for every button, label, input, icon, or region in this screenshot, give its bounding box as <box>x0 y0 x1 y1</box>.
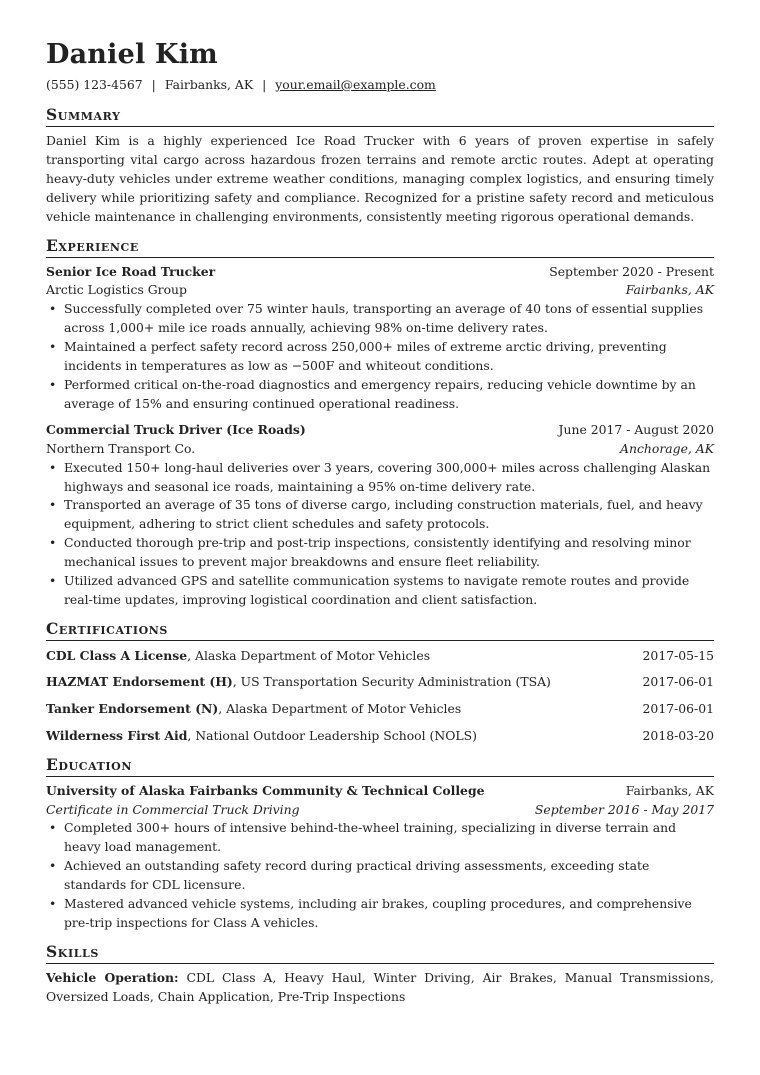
job-entry <box>46 421 714 610</box>
contact-separator: | <box>151 77 156 92</box>
certification-date: 2017-05-15 <box>642 647 714 663</box>
company-name: Northern Transport Co. <box>46 440 196 456</box>
certification-name: CDL Class A License <box>46 647 188 663</box>
certification-issuer: , National Outdoor Leadership School (NOLS) <box>187 727 477 743</box>
certification-name: HAZMAT Endorsement (H) <box>46 674 233 690</box>
job-title: Commercial Truck Driver (Ice Roads) <box>46 421 306 437</box>
candidate-name: Daniel Kim <box>46 39 218 70</box>
email-link[interactable]: your.email@example.com <box>275 77 436 92</box>
resume-page <box>46 38 714 1007</box>
summary-text: Daniel Kim is a highly experienced Ice Road Trucker with 6 years of proven expertise in safely transporting vital cargo across hazardous frozen terrains and remote arctic routes. Adept at operating heavy-duty vehicles under extreme weather conditions, managing complex logistics, and ensuring timely delivery while prioritizing safety and compliance. Recognized for a pristine safety record and meticulous vehicle maintenance in challenging environments, consistently meeting rigorous operational demands. <box>46 133 714 224</box>
education-bullets <box>46 819 714 932</box>
certification-name: Wilderness First Aid <box>46 727 188 743</box>
certifications-section <box>46 619 714 746</box>
job-location: Fairbanks, AK <box>625 282 714 298</box>
job-bullets <box>46 300 714 413</box>
bullet-item: • Transported an average of 35 tons of diverse cargo, including construction materials, fuel, and heavy equipment, adhering to strict client schedules and safety protocols. <box>46 496 714 534</box>
program-name: Certificate in Commercial Truck Driving <box>46 801 300 817</box>
certification-date: 2017-06-01 <box>642 701 714 717</box>
job-title: Senior Ice Road Trucker <box>46 263 216 279</box>
bullet-item: • Successfully completed over 75 winter hauls, transporting an average of 40 tons of essential supplies across 1,000+ mile ice roads annually, achieving 98% on-time delivery rates. <box>46 300 714 338</box>
bullet-item: • Utilized advanced GPS and satellite communication systems to navigate remote routes and provide real-time updates, improving logistical coordination and client satisfaction. <box>46 572 714 610</box>
certification-name: Tanker Endorsement (N) <box>46 701 219 717</box>
skills-section <box>46 942 714 1007</box>
education-section <box>46 755 714 933</box>
certification-date: 2018-03-20 <box>642 727 714 743</box>
certification-row <box>46 726 714 746</box>
certification-date: 2017-06-01 <box>642 674 714 690</box>
school-location: Fairbanks, AK <box>625 782 714 798</box>
job-entry <box>46 263 714 414</box>
certification-row <box>46 646 714 666</box>
section-heading-summary: Summary <box>46 105 714 127</box>
job-dates: September 2020 - Present <box>549 263 714 279</box>
skill-line <box>46 969 714 1007</box>
bullet-item: • Completed 300+ hours of intensive behind-the-wheel training, specializing in diverse terrain and heavy load management. <box>46 819 714 857</box>
phone-number: (555) 123-4567 <box>46 77 143 92</box>
job-dates: June 2017 - August 2020 <box>558 421 714 437</box>
summary-section <box>46 105 714 227</box>
school-name: University of Alaska Fairbanks Community & Technical College <box>46 782 485 798</box>
skill-category: Vehicle Operation: <box>46 969 179 985</box>
skill-list: CDL Class A, Heavy Haul, Winter Driving, Air Brakes, Manual Transmissions, Oversized Loads, Chain Application, Pre-Trip Inspections <box>46 969 714 1004</box>
certification-issuer: , Alaska Department of Motor Vehicles <box>187 647 431 663</box>
certification-row <box>46 699 714 719</box>
bullet-item: • Achieved an outstanding safety record during practical driving assessments, exceeding state standards for CDL licensure. <box>46 857 714 895</box>
section-heading-skills: Skills <box>46 942 714 964</box>
section-heading-certifications: Certifications <box>46 619 714 641</box>
contact-line <box>46 76 714 96</box>
bullet-item: • Performed critical on-the-road diagnostics and emergency repairs, reducing vehicle downtime by an average of 15% and ensuring continued operational readiness. <box>46 376 714 414</box>
bullet-item: • Mastered advanced vehicle systems, including air brakes, coupling procedures, and comprehensive pre-trip inspections for Class A vehicles. <box>46 895 714 933</box>
section-heading-education: Education <box>46 755 714 777</box>
company-name: Arctic Logistics Group <box>46 282 187 298</box>
certification-row <box>46 672 714 692</box>
location: Fairbanks, AK <box>164 77 254 92</box>
job-bullets <box>46 459 714 610</box>
contact-separator: | <box>262 77 267 92</box>
certification-issuer: , Alaska Department of Motor Vehicles <box>218 701 462 717</box>
section-heading-experience: Experience <box>46 236 714 258</box>
job-location: Anchorage, AK <box>620 440 714 456</box>
bullet-item: • Conducted thorough pre-trip and post-trip inspections, consistently identifying and resolving minor mechanical issues to prevent major breakdowns and ensure fleet reliability. <box>46 534 714 572</box>
bullet-item: • Executed 150+ long-haul deliveries over 3 years, covering 300,000+ miles across challenging Alaskan highways and seasonal ice roads, maintaining a 95% on-time delivery rate. <box>46 459 714 497</box>
bullet-item: • Maintained a perfect safety record across 250,000+ miles of extreme arctic driving, preventing incidents in temperatures as low as −500F and whiteout conditions. <box>46 338 714 376</box>
certification-issuer: , US Transportation Security Administration (TSA) <box>232 674 551 690</box>
experience-section <box>46 236 714 610</box>
education-dates: September 2016 - May 2017 <box>534 801 714 817</box>
